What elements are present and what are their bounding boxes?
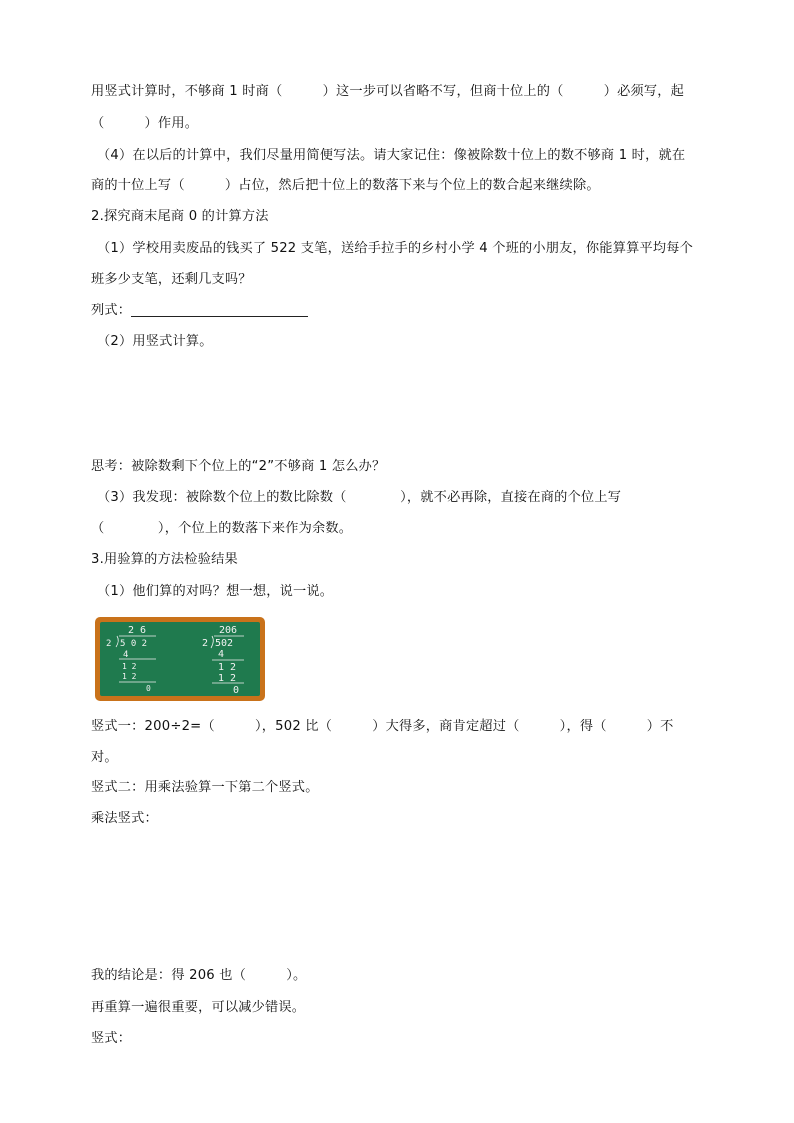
right-step2: 1 2	[218, 662, 237, 673]
text-line-4: 商的十位上写（ ）占位，然后把十位上的数落下来与个位上的数合起来继续除。	[91, 178, 600, 193]
text-line-3: （4）在以后的计算中，我们尽量用简便写法。请大家记住：像被除数十位上的数不够商 1 时，就在	[97, 148, 686, 163]
text-line-20: 再重算一遍很重要，可以减少错误。	[91, 1000, 306, 1015]
answer-underline	[131, 316, 308, 317]
text-line-18: 乘法竖式：	[91, 811, 158, 826]
right-dividend: 502	[215, 638, 234, 649]
chalkboard-surface	[100, 622, 260, 696]
label-lieshi: 列式：	[91, 303, 132, 318]
section-heading-2: 2.探究商末尾商 0 的计算方法	[91, 209, 269, 224]
left-step1: 4	[123, 650, 129, 660]
text-line-9: （2）用竖式计算。	[97, 334, 213, 349]
right-step3: 1 2	[218, 673, 237, 684]
chalkboard-drawing	[100, 622, 260, 696]
right-step1: 4	[218, 649, 225, 660]
text-line-10: 思考：被除数剩下个位上的“2”不够商 1 怎么办？	[91, 459, 386, 474]
text-line-17: 竖式二：用乘法验算一下第二个竖式。	[91, 780, 319, 795]
left-step2: 1 2	[122, 662, 137, 671]
text-line-6: （1）学校用卖废品的钱买了 522 支笔，送给手拉手的乡村小学 4 个班的小朋友，你能算算平均每个	[97, 241, 694, 256]
left-quotient: 2 6	[128, 625, 147, 636]
right-quotient: 206	[219, 625, 238, 636]
text-line-7: 班多少支笔，还剩几支吗？	[91, 272, 252, 287]
text-line-19: 我的结论是：得 206 也（ ）。	[91, 968, 307, 983]
right-divisor: 2	[202, 638, 209, 649]
left-remainder: 0	[146, 684, 151, 693]
right-remainder: 0	[233, 685, 240, 696]
text-line-15: 竖式一：200÷2=（ ），502 比（ ）大得多，商肯定超过（ ），得（ ）不	[91, 719, 674, 734]
text-line-12: （ ），个位上的数落下来作为余数。	[91, 521, 353, 536]
left-bracket	[116, 636, 118, 647]
text-line-11: （3）我发现：被除数个位上的数比除数（ ），就不必再除，直接在商的个位上写	[97, 490, 622, 505]
left-dividend: 5 0 2	[120, 639, 148, 649]
text-line-14: （1）他们算的对吗？想一想，说一说。	[97, 584, 334, 599]
section-heading-3: 3.用验算的方法检验结果	[91, 552, 238, 567]
text-line-16: 对。	[91, 750, 118, 765]
right-bracket	[211, 636, 213, 648]
chalkboard-image	[95, 617, 265, 701]
text-line-2: （ ）作用。	[91, 116, 199, 131]
left-step3: 1 2	[122, 672, 137, 681]
text-line-1: 用竖式计算时，不够商 1 时商（ ）这一步可以省略不写，但商十位上的（ ）必须写，起	[91, 84, 685, 99]
text-line-21: 竖式：	[91, 1031, 132, 1046]
left-divisor: 2	[106, 639, 112, 649]
